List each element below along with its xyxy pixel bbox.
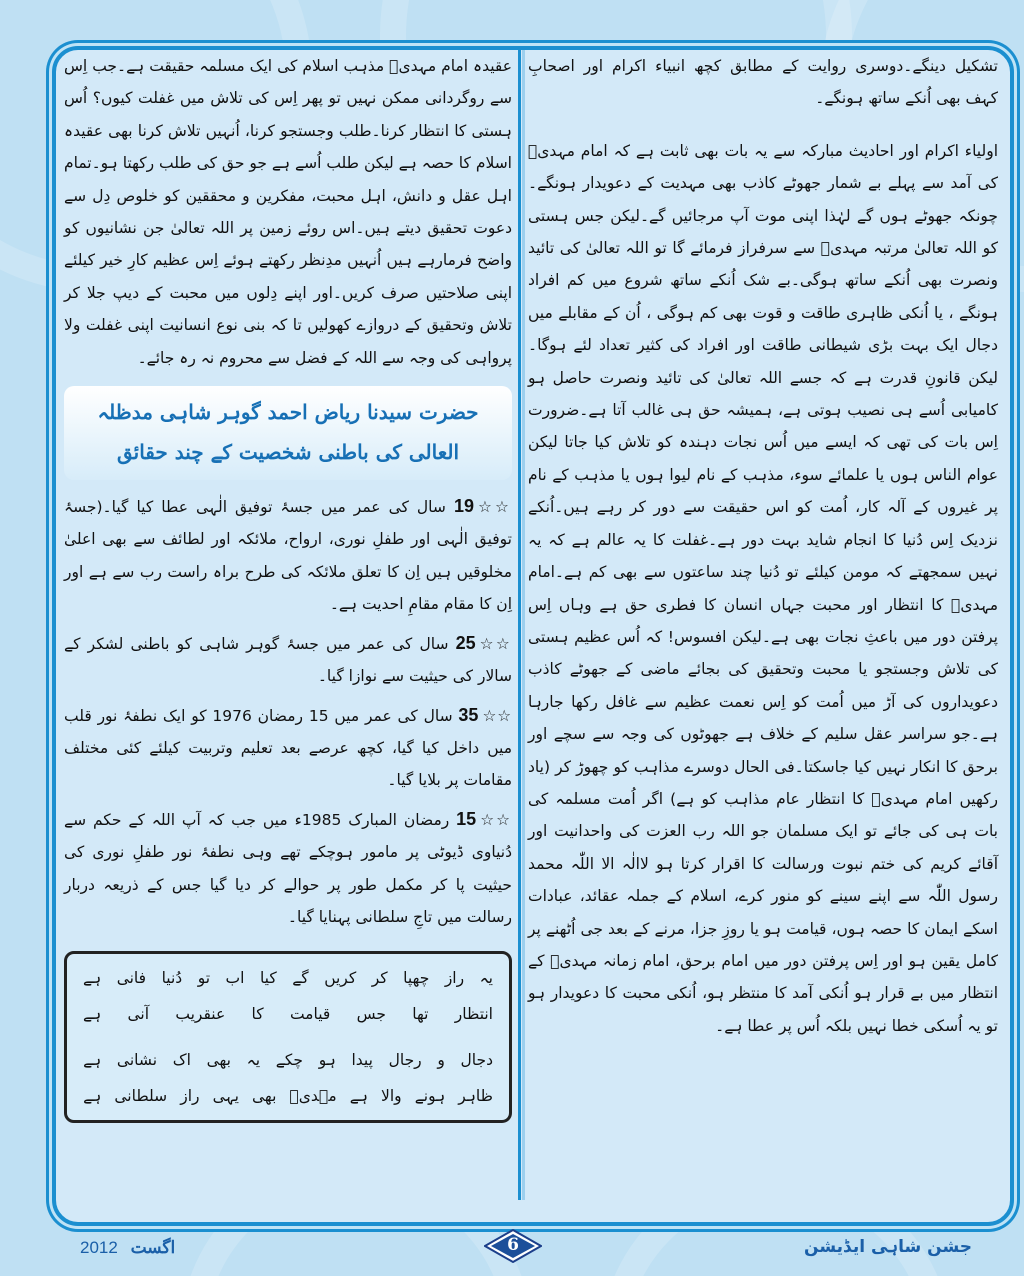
issue-date [80, 1238, 175, 1258]
poem-word: کریں [324, 969, 357, 988]
fact-item [64, 803, 512, 934]
poem-word: کر [371, 969, 388, 988]
fact-item [64, 490, 512, 621]
poem-word: ہے [83, 969, 102, 988]
poem-word: پیدا [351, 1051, 373, 1070]
poem-word: راز [180, 1087, 200, 1106]
poem-word: قیامت [289, 1005, 331, 1024]
poem-word: نشانی [116, 1051, 158, 1070]
poem-word: ہے [349, 1087, 368, 1106]
fact-text: سال کی عمر میں جسۂ توفیق الٰہی عطا کیا گیا۔(جسۂ توفیق الٰہی اور طفلِ نوری، ارواح، ملائکہ اور لطائف سے بھی اعلیٰ مخلوقیں ہیں اِن کا تعلق ملائکہ کی طرح براہ راست رب سے ہے اور اِن کا مقام مقامِ احدیت ہے۔ [64, 498, 512, 614]
right-column [528, 50, 998, 1042]
poem-word: تو [197, 969, 211, 988]
poem-word: آنی [127, 1005, 150, 1024]
poem-word: ہونے [414, 1087, 446, 1106]
star-icon: ☆☆ [480, 810, 512, 829]
section-heading: حضرت سیدنا ریاض احمد گوہر شاہی مدظلہ العالی کی باطنی شخصیت کے چند حقائق [64, 386, 512, 480]
poem-word: ظاہر [458, 1087, 493, 1106]
poem-word: تھا [412, 1005, 429, 1024]
fact-number: 19 [453, 496, 474, 517]
fact-number: 35 [458, 704, 479, 725]
star-icon: ☆☆ [482, 706, 512, 725]
poem-word: چھپا [403, 969, 430, 988]
fact-text: سال کی عمر میں جسۂ گوہر شاہی کو باطنی لشکر کے سالار کی حیثیت سے نوازا گیا۔ [64, 634, 512, 686]
poem-word: کیا [259, 969, 277, 988]
edition-title: جشن شاہی ایڈیشن [804, 1237, 972, 1257]
poem-word: بھی [252, 1087, 277, 1106]
poem-word: راز [444, 969, 465, 988]
fact-number: 25 [455, 632, 476, 653]
fact-number: 15 [456, 808, 477, 829]
column-divider [518, 50, 521, 1200]
poem-word: ہے [83, 1005, 102, 1024]
poem-word: کا [251, 1005, 264, 1024]
issue-month: اگست [130, 1238, 176, 1257]
poem-word: یہ [479, 969, 493, 988]
fact-item [64, 699, 512, 797]
poem-word: انتظار [454, 1005, 493, 1024]
poem-word: دُنیا [161, 969, 183, 988]
poem-word: عنقریب [175, 1005, 226, 1024]
poem-line [83, 960, 493, 996]
poem-word: والا [381, 1087, 402, 1106]
page-number: 6 [507, 1235, 519, 1255]
poem-word: فانی [116, 969, 147, 988]
poem-word: اب [225, 969, 245, 988]
fact-item [64, 627, 512, 693]
paragraph-intro: تشکیل دینگے۔دوسری روایت کے مطابق کچھ انبیاء اکرام اور اصحابِ کہف بھی اُنکے ساتھ ہونگے۔ [528, 57, 998, 108]
poem-word: رجال [388, 1051, 422, 1070]
poem-word: جس [356, 1005, 386, 1024]
poem-line [83, 1078, 493, 1114]
issue-year: 2012 [80, 1238, 118, 1257]
poem-word: ہو [318, 1051, 336, 1070]
paragraph-intro-left: عقیدہ امام مہدیؑ مذہب اسلام کی ایک مسلمہ حقیقت ہے۔جب اِس سے روگردانی ممکن نہیں تو پھر اِس کی تلاش میں غفلت کیوں؟ اُس ہستی کا انتظار کرنا۔طلب وجستجو کرنا، اُنہیں تلاش کرنا بھی عقیدہ اسلام کا حصہ ہے لیکن طلب اُسے ہے جو حق کی طلب رکھتا ہو۔تمام اہل عقل و دانش، اہل محبت، مفکرین و محققین کو خلوص دِل سے دعوت تحقیق دیتے ہیں۔اس روئے زمین پر اللہ تعالیٰ جن نشانیوں کو واضح فرمارہے ہیں اُنہیں مدِنظر رکھتے ہوئے اِس عظیم کارِ خیر کیلئے اپنی صلاحتیں صرف کریں۔اور اپنے دِلوں میں محبت کے دیپ جلا کر تلاش وتحقیق کے دروازے کھولیں تا کہ بنی نوع انسانیت اپنی غفلت ولا پرواہی کی وجہ سے اللہ کے فضل سے محروم نہ رہ جائے۔ [64, 57, 512, 367]
poem-word: یہی [212, 1087, 239, 1106]
fact-text: رمضان المبارک 1985ء میں جب کہ آپ اللہ کے حکم سے دُنیاوی ڈیوٹی پر مامور ہوچکے تھے وہی نطفۂ نور طفلِ نوری کی حیثیت پا کر مکمل طور پر حوالے کر دیا گیا جس کے ذریعہ دربار رسالت میں تاجِ سلطانی پہنایا گیا۔ [64, 810, 512, 926]
poem-word: ہے [83, 1051, 102, 1070]
poem-word: سلطانی [114, 1087, 168, 1106]
left-column [64, 50, 512, 1123]
poem-word: یہ [246, 1051, 261, 1070]
page-number-badge [484, 1229, 542, 1263]
poem-box [64, 951, 512, 1123]
poem-word: گے [292, 969, 309, 988]
fact-text: سال کی عمر میں 15 رمضان 1976 کو ایک نطفۂ نور قلب میں داخل کیا گیا، کچھ عرصے بعد تعلیم وتربیت کیلئے کئی مختلف مقامات پر بلایا گیا۔ [64, 706, 512, 790]
poem-line [83, 996, 493, 1032]
poem-word: چکے [275, 1051, 303, 1070]
star-icon: ☆☆ [477, 498, 512, 517]
poem-word: اک [172, 1051, 191, 1070]
star-icon: ☆☆ [479, 634, 512, 653]
poem-word: بھی [206, 1051, 231, 1070]
poem-word: مہدیؑ [289, 1087, 337, 1106]
poem-word: دجال [460, 1051, 493, 1070]
paragraph-main: اولیاء اکرام اور احادیث مبارکہ سے یہ بات بھی ثابت ہے کہ امام مہدیؑ کی آمد سے پہلے بے شمار جھوٹے کاذب بھی مہدیت کے دعویدار ہونگے۔چونکہ جھوٹے ہوں گے لہٰذا اپنی موت آپ مرجائیں گے۔لیکن جس ہستی کو اللہ تعالیٰ مرتبہ مہدیؑ سے سرفراز فرمائے گا تو اللہ تعالیٰ کی تائید ونصرت بھی اُنکے ساتھ ہوگی۔بے شک اُنکے ساتھ شروع میں کم افراد ہونگے ، یا اُنکی ظاہری طاقت و قوت بھی کم ہوگی ، اُن کے مقابلے میں دجال ایک بہت بڑی شیطانی طاقت اور افراد کی کثیر تعداد لئے ہوگا۔لیکن قانونِ قدرت ہے کہ جسے اللہ تعالیٰ کی تائید ونصرت حاصل ہو کامیابی اُسے ہی نصیب ہوتی ہے، ہمیشہ حق ہی غالب آتا ہے۔ضرورت اِس بات کی تھی کہ ایسے میں اُس نجات دہندہ کو تلاش کیا جاتا لیکن عوام الناس ہوں یا علمائے سوء، مذہب کے نام لیوا ہوں یا مذہب کے نام پر غیروں کے آلہ کار، اُمت کو اس حقیقت سے دور کر رہے ہیں۔اُنکے نزدیک اِس دُنیا کا انجام شاید بہت دور ہے۔غفلت کا یہ عالم ہے کہ یہ نہیں سمجھتے کہ مومن کیلئے تو دُنیا چند ساعتوں سے بھی کم ہے۔امام مہدیؑ کا انتظار اور محبت جہاں انسان کا فطری حق ہے وہاں اِس پرفتن دور میں باعثِ نجات بھی ہے۔لیکن افسوس! کہ اُس عظیم ہستی کی تلاش وجستجو یا محبت وتحقیق کی بجائے ماضی کے جھوٹے کاذب دعویداروں کی آڑ میں اُمت کو اِس نعمت عظیم سے غافل رکھا جارہا ہے۔جو سراسر عقل سلیم کے خلاف ہے جھوٹوں کی وجہ سے سچے اور برحق کا انکار نہیں کیا جاسکتا۔فی الحال دوسرے مذاہب کو چھوڑ کر (یاد رکھیں امام مہدیؑ کا انتظار عام مذاہب کو ہے) اگر اُمت مسلمہ کی بات ہی کی جائے تو ایک مسلمان جو اللہ رب العزت کی واحدانیت اور آقائے کریم کی ختم نبوت ورسالت کا اقرار کرتا ہو لاالٰہ الا اللّٰہ محمد رسول اللّٰہ سے اپنے سینے کو منور کرے، اسلام کے جملہ عقائد، عبادات اسکے ایمان کا حصہ ہوں، قیامت ہو یا روزِ جزا، مرنے کے بعد جی اُٹھنے پر کامل یقین ہو اور اِس پرفتن دور میں امام برحق، امام زمانہ مہدیؑ کے انتظار میں بے قرار ہو اُنکی آمد کا منتظر ہو، اُنکی محبت کا دعویدار ہو تو یہ اُسکی خطا نہیں بلکہ اُس پر عطا ہے۔ [528, 141, 998, 1035]
poem-line [83, 1042, 493, 1078]
poem-word: ہے [83, 1087, 102, 1106]
poem-word: و [437, 1051, 445, 1070]
